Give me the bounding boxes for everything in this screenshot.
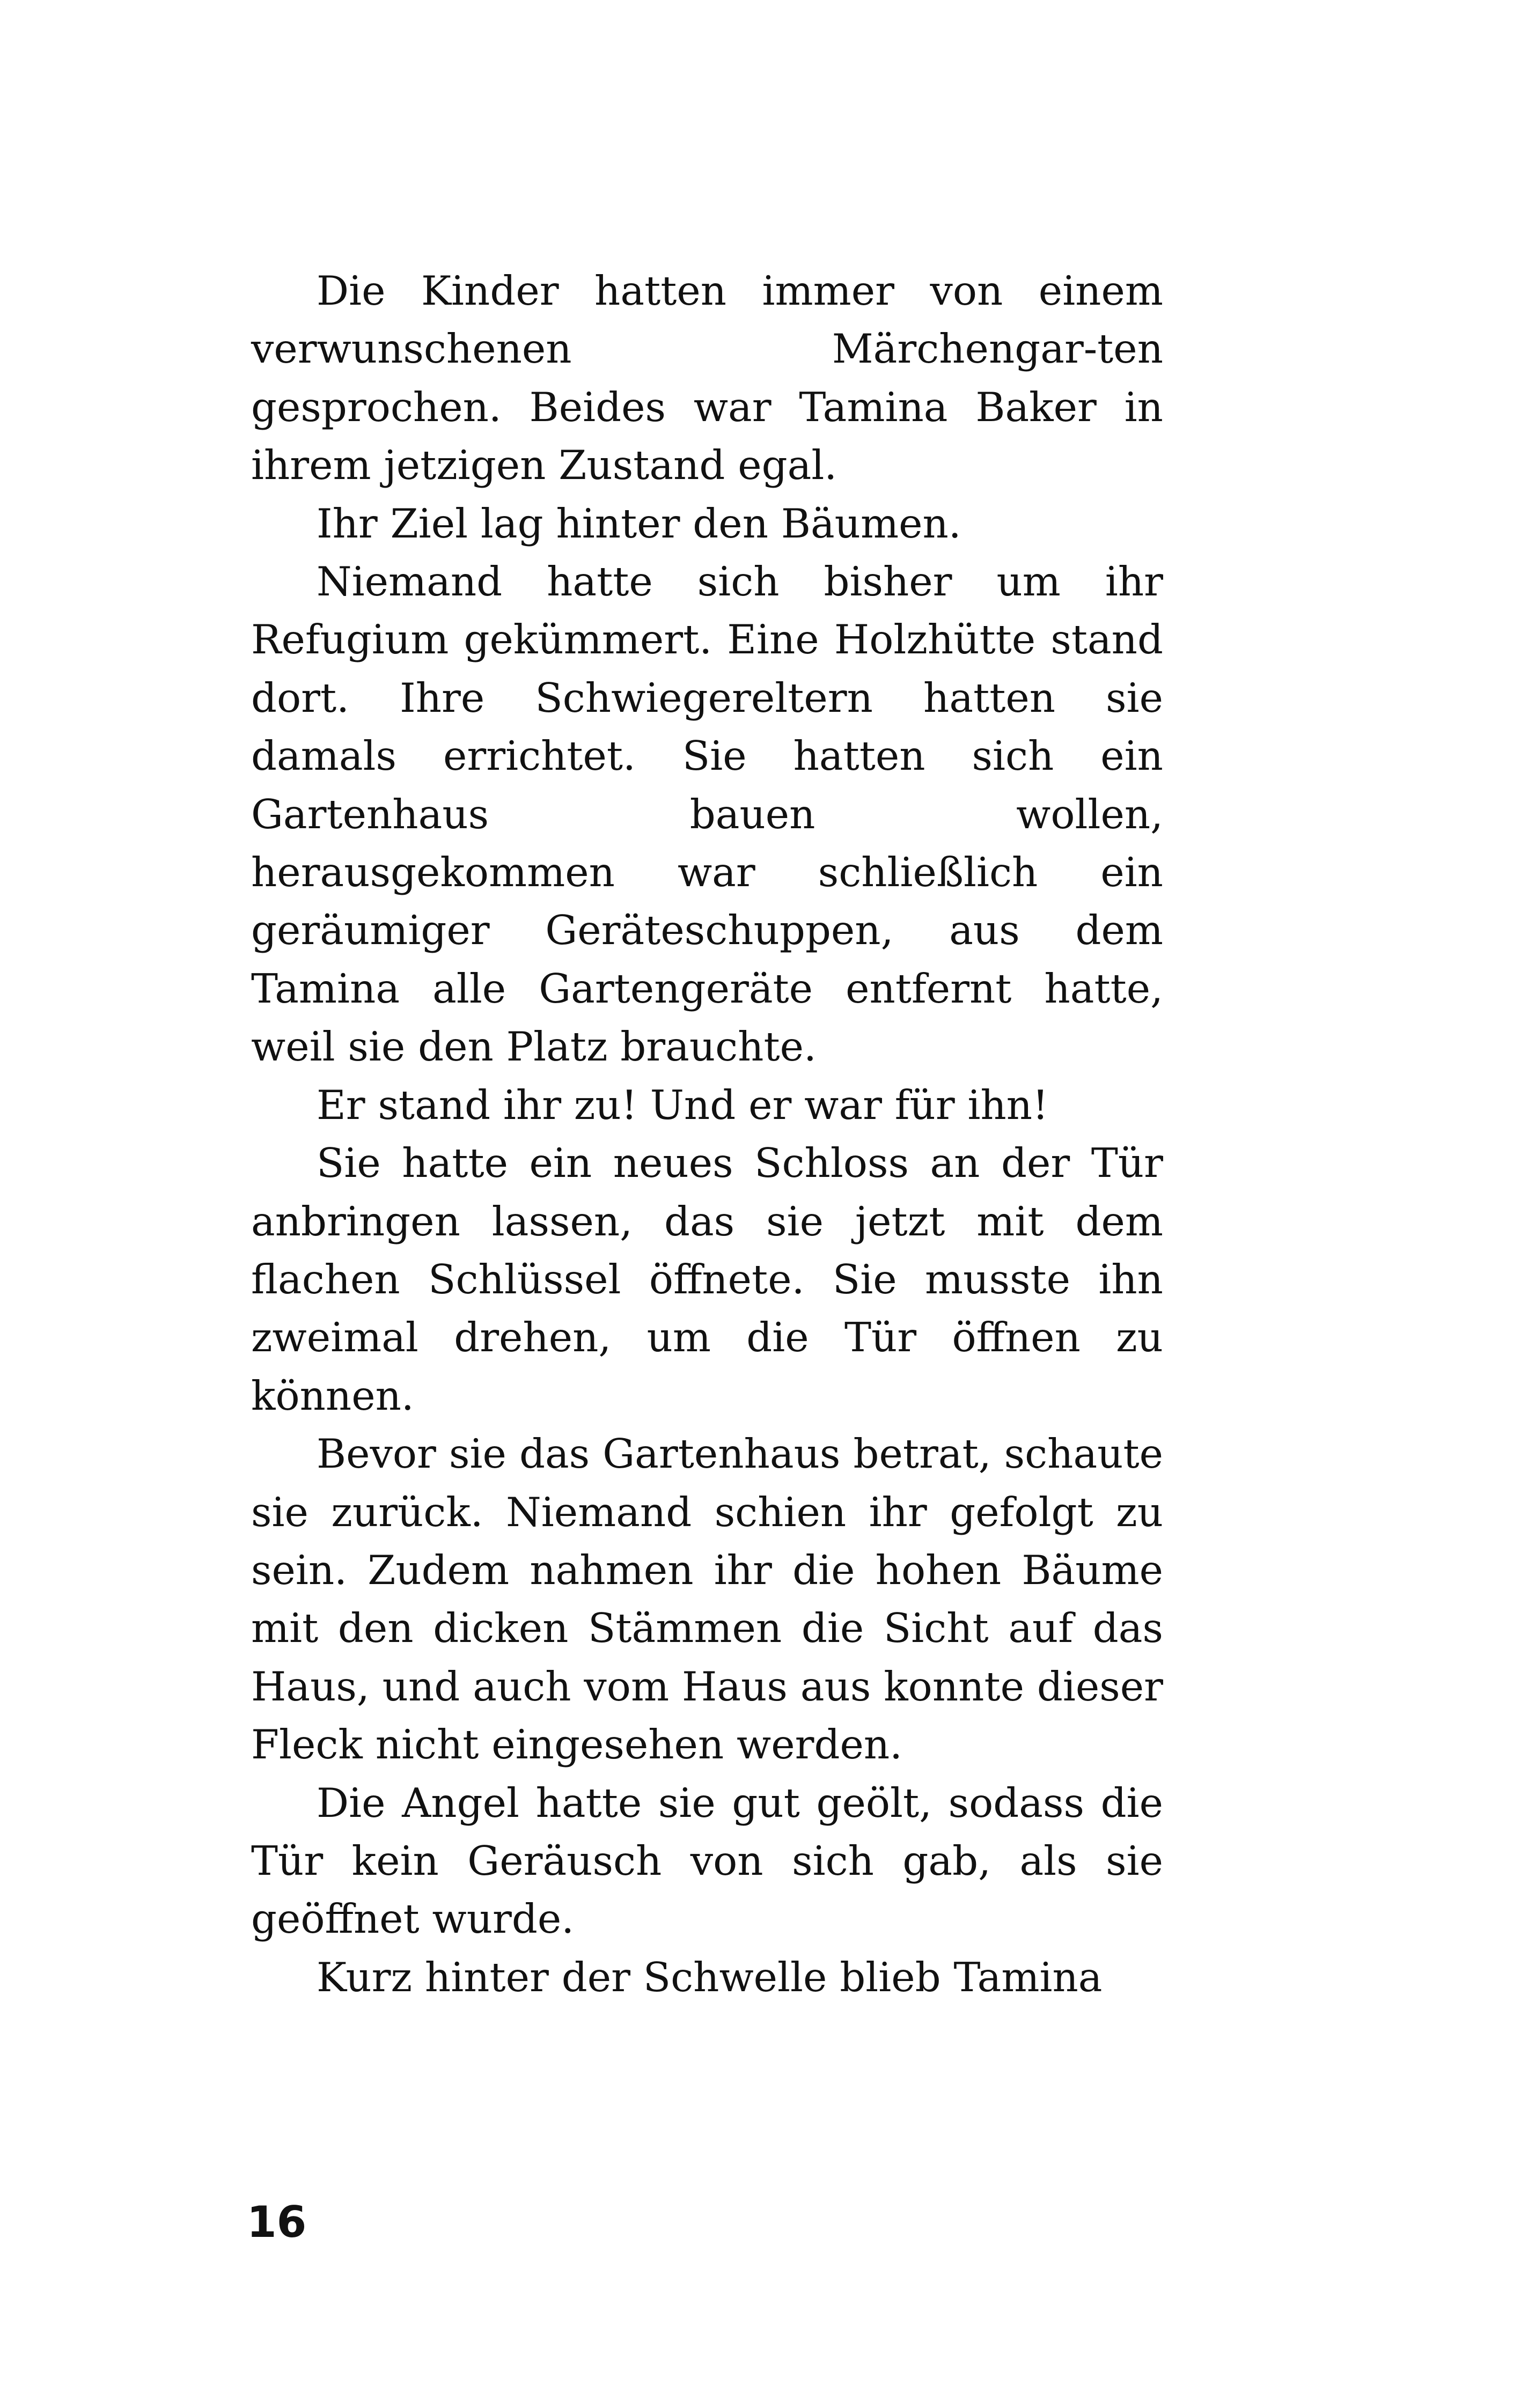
- paragraph: Sie hatte ein neues Schloss an der Tür anbringen lassen, das sie jetzt mit dem flachen Schlüssel öffnete. Sie musste ihn zweimal drehen, um die Tür öffnen zu können.: [251, 1139, 1163, 1419]
- paragraph: Die Kinder hatten immer von einem verwunschenen Märchengar-ten gesprochen. Beides war Tamina Baker in ihrem jetzigen Zustand egal.: [251, 267, 1163, 489]
- paragraph: Die Angel hatte sie gut geölt, sodass die Tür kein Geräusch von sich gab, als sie geöffnet wurde.: [251, 1779, 1163, 1943]
- page-number: 16: [247, 2197, 307, 2247]
- paragraph: Er stand ihr zu! Und er war für ihn!: [317, 1081, 1049, 1129]
- paragraph: Ihr Ziel lag hinter den Bäumen.: [317, 499, 961, 547]
- paragraph: Kurz hinter der Schwelle blieb Tamina: [317, 1953, 1103, 2001]
- body-text: [251, 262, 1163, 2006]
- paragraph: Niemand hatte sich bisher um ihr Refugium gekümmert. Eine Holzhütte stand dort. Ihre Schwiegereltern hatten sie damals errichtet. Sie hatten sich ein Gartenhaus bauen wollen, herausgekommen war schließlich ein geräumiger Geräteschuppen, aus dem Tamina alle Gartengeräte entfernt hatte, weil sie den Platz brauchte.: [251, 558, 1163, 1071]
- paragraph: Bevor sie das Gartenhaus betrat, schaute sie zurück. Niemand schien ihr gefolgt zu sein. Zudem nahmen ihr die hohen Bäume mit den dicken Stämmen die Sicht auf das Haus, und auch vom Haus aus konnte dieser Fleck nicht eingesehen werden.: [251, 1430, 1163, 1769]
